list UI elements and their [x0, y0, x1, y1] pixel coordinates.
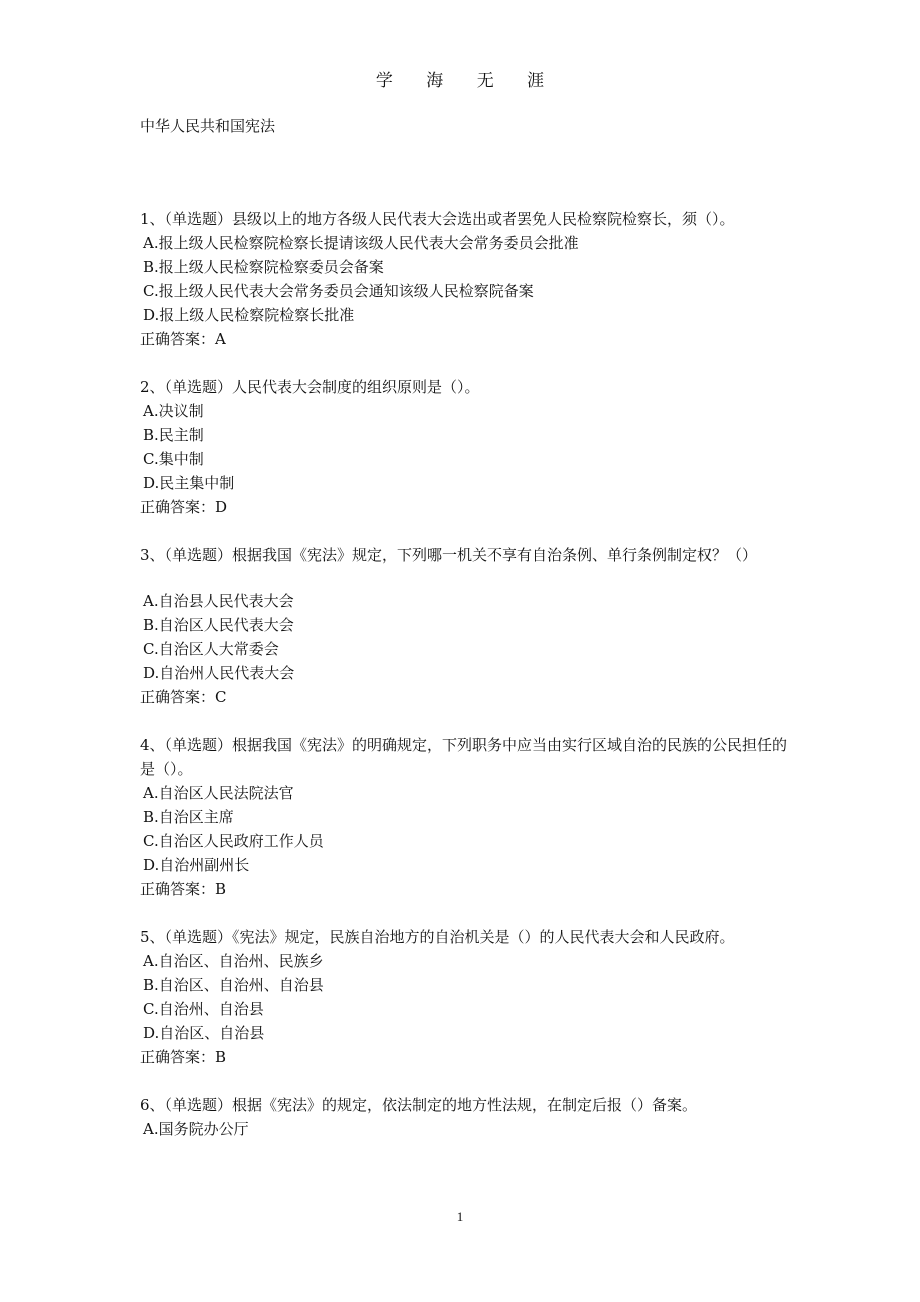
question-stem: 4、（单选题）根据我国《宪法》的明确规定，下列职务中应当由实行区域自治的民族的公民担任的是（）。 [140, 736, 788, 778]
option-a: A.决议制 [143, 402, 204, 420]
option-d: D.报上级人民检察院检察长批准 [143, 306, 355, 324]
option-a: A.自治县人民代表大会 [143, 592, 294, 610]
question-stem: 3、（单选题）根据我国《宪法》规定，下列哪一机关不享有自治条例、单行条例制定权？（） [140, 546, 758, 564]
option-d: D.自治州人民代表大会 [143, 664, 295, 682]
option-b: B.自治区主席 [143, 808, 234, 826]
question-6 [140, 1093, 790, 1141]
option-b: B.自治区人民代表大会 [143, 616, 294, 634]
option-a: A.自治区、自治州、民族乡 [143, 952, 324, 970]
option-a: A.国务院办公厅 [143, 1120, 249, 1138]
correct-answer: 正确答案：B [140, 1048, 227, 1066]
question-4 [140, 733, 790, 901]
question-5 [140, 925, 790, 1069]
option-c: C.自治区人民政府工作人员 [143, 832, 324, 850]
correct-answer: 正确答案：C [140, 688, 227, 706]
option-a: A.自治区人民法院法官 [143, 784, 294, 802]
option-d: D.自治区、自治县 [143, 1024, 265, 1042]
option-b: B.民主制 [143, 426, 204, 444]
option-b: B.报上级人民检察院检察委员会备案 [143, 258, 384, 276]
option-c: C.自治州、自治县 [143, 1000, 264, 1018]
question-3 [140, 543, 790, 709]
option-c: C.自治区人大常委会 [143, 640, 279, 658]
correct-answer: 正确答案：A [140, 330, 226, 348]
option-d: D.民主集中制 [143, 474, 235, 492]
question-stem: 2、（单选题）人民代表大会制度的组织原则是（）。 [140, 378, 480, 396]
question-stem: 6、（单选题）根据《宪法》的规定，依法制定的地方性法规，在制定后报（）备案。 [140, 1096, 698, 1114]
option-b: B.自治区、自治州、自治县 [143, 976, 324, 994]
question-stem: 5、（单选题）《宪法》规定，民族自治地方的自治机关是（）的人民代表大会和人民政府。 [140, 928, 735, 946]
option-c: C.报上级人民代表大会常务委员会通知该级人民检察院备案 [143, 282, 534, 300]
option-c: C.集中制 [143, 450, 204, 468]
document-title: 中华人民共和国宪法 [140, 117, 276, 135]
question-list [140, 207, 790, 1165]
page-number: 1 [456, 1209, 464, 1224]
option-d: D.自治州副州长 [143, 856, 250, 874]
correct-answer: 正确答案：D [140, 498, 228, 516]
correct-answer: 正确答案：B [140, 880, 227, 898]
page-header: 学 海 无 涯 [375, 71, 559, 91]
question-2 [140, 375, 790, 519]
option-a: A.报上级人民检察院检察长提请该级人民代表大会常务委员会批准 [143, 234, 579, 252]
question-1 [140, 207, 790, 351]
question-stem: 1、（单选题）县级以上的地方各级人民代表大会选出或者罢免人民检察院检察长，须（）。 [140, 210, 735, 228]
